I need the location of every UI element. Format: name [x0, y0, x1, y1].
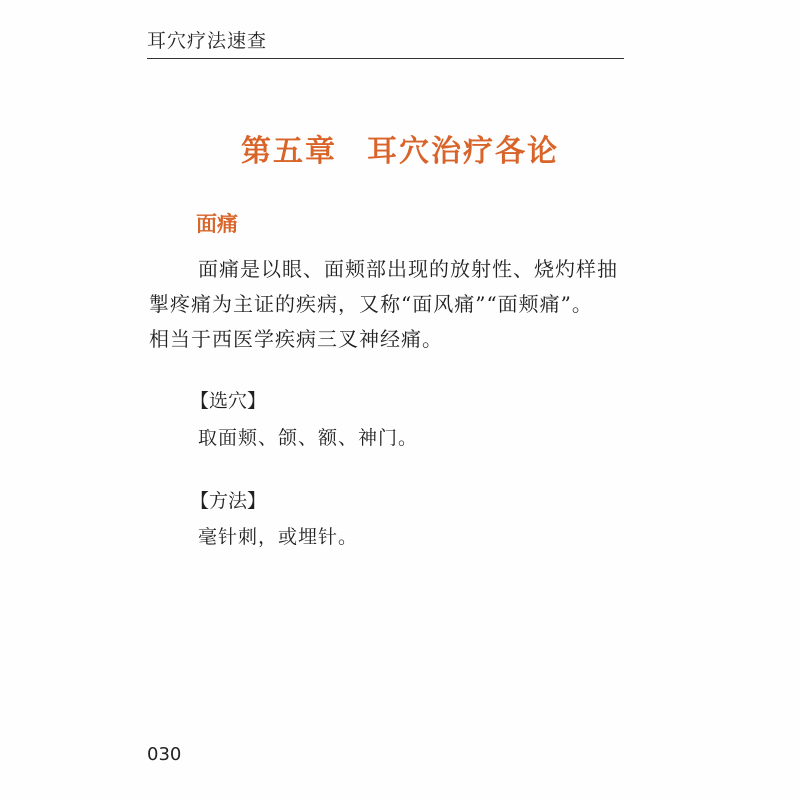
running-header: 耳穴疗法速查	[147, 30, 268, 52]
chapter-title	[0, 126, 800, 170]
method-label: 【方法】	[190, 490, 267, 512]
method-text: 毫针刺，或埋针。	[198, 526, 359, 548]
paragraph-line: 相当于西医学疾病三叉神经痛。	[149, 327, 443, 351]
body-paragraph	[149, 252, 629, 357]
section-title: 面痛	[196, 211, 238, 236]
page-number: 030	[147, 744, 182, 765]
paragraph-line: 掣疼痛为主证的疾病，又称“面风痛”“面颊痛”。	[149, 292, 593, 316]
paragraph-line: 面痛是以眼、面颊部出现的放射性、烧灼样抽	[198, 257, 618, 281]
header-rule	[147, 58, 624, 59]
chapter-number: 第五章	[241, 134, 337, 169]
acupoints-text: 取面颊、颌、额、神门。	[198, 427, 419, 449]
chapter-name: 耳穴治疗各论	[367, 134, 559, 169]
acupoints-label: 【选穴】	[190, 390, 267, 412]
